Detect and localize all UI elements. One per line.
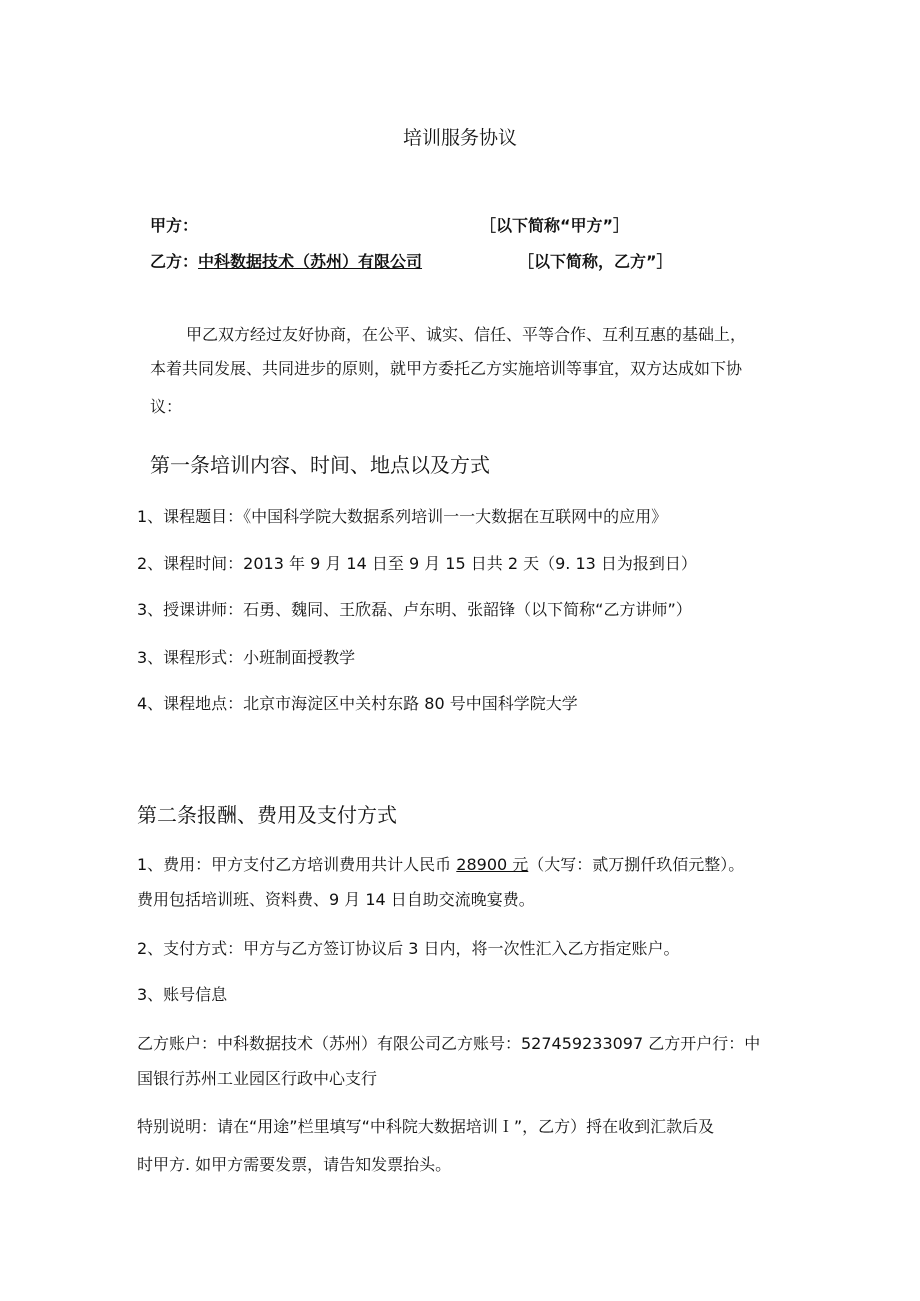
fee-prefix: 1、费用：甲方支付乙方培训费用共计人民币 xyxy=(137,855,457,874)
account-heading: 3、账号信息 xyxy=(137,985,228,1004)
preamble-line-2: 本着共同发展、共同进步的原则，就甲方委托乙方实施培训等事宜，双方达成如下协 xyxy=(150,359,743,378)
article1-item-1: 1、课程题目：《中国科学院大数据系列培训一一大数据在互联网中的应用》 xyxy=(137,507,668,526)
party-a-alias: ［以下简称“甲方”］ xyxy=(480,216,630,235)
preamble-line-1: 甲乙双方经过友好协商，在公平、诚实、信任、平等合作、互利互惠的基础上， xyxy=(186,325,747,344)
party-b-name: 中科数据技术（苏州）有限公司 xyxy=(198,252,423,271)
account-line-1: 乙方账户：中科数据技术（苏州）有限公司乙方账号：527459233097 乙方开户行：中 xyxy=(137,1034,761,1053)
article1-item-2: 2、课程时间：2013 年 9 月 14 日至 9 月 15 日共 2 天（9. 13 日为报到日） xyxy=(137,554,697,573)
article1-item-5: 4、课程地点：北京市海淀区中关村东路 80 号中国科学院大学 xyxy=(137,694,578,713)
fee-line-2: 费用包括培训班、资料费、9 月 14 日自助交流晚宴费。 xyxy=(137,890,535,909)
preamble-line-3: 议： xyxy=(150,397,183,416)
article1-item-3: 3、授课讲师：石勇、魏同、王欣磊、卢东明、张韶锋（以下简称“乙方讲师”） xyxy=(137,600,692,619)
party-b-alias: ［以下简称，乙方”］ xyxy=(518,252,673,271)
party-a-label: 甲方： xyxy=(150,216,199,235)
note-line-2: 时甲方. 如甲方需要发票，请告知发票抬头。 xyxy=(137,1155,452,1174)
note-line-1: 特别说明：请在“用途”栏里填写“中科院大数据培训Ｉ”，乙方）捋在收到汇款后及 xyxy=(137,1117,715,1136)
party-b-line xyxy=(150,251,422,273)
fee-suffix: （大写：贰万捌仟玖佰元整）。 xyxy=(528,855,745,874)
article1-heading: 第一条培训内容、时间、地点以及方式 xyxy=(150,453,490,477)
payment-line: 2、支付方式：甲方与乙方签订协议后 3 日内，将一次性汇入乙方指定账户。 xyxy=(137,939,680,958)
fee-amount: 28900 元 xyxy=(456,855,529,874)
document-title: 培训服务协议 xyxy=(402,127,517,149)
article1-item-4: 3、课程形式：小班制面授教学 xyxy=(137,648,356,667)
party-b-label: 乙方： xyxy=(150,252,199,271)
account-line-2: 国银行苏州工业园区行政中心支行 xyxy=(137,1069,378,1088)
article2-heading: 第二条报酬、费用及支付方式 xyxy=(137,803,397,827)
fee-line xyxy=(137,854,744,876)
